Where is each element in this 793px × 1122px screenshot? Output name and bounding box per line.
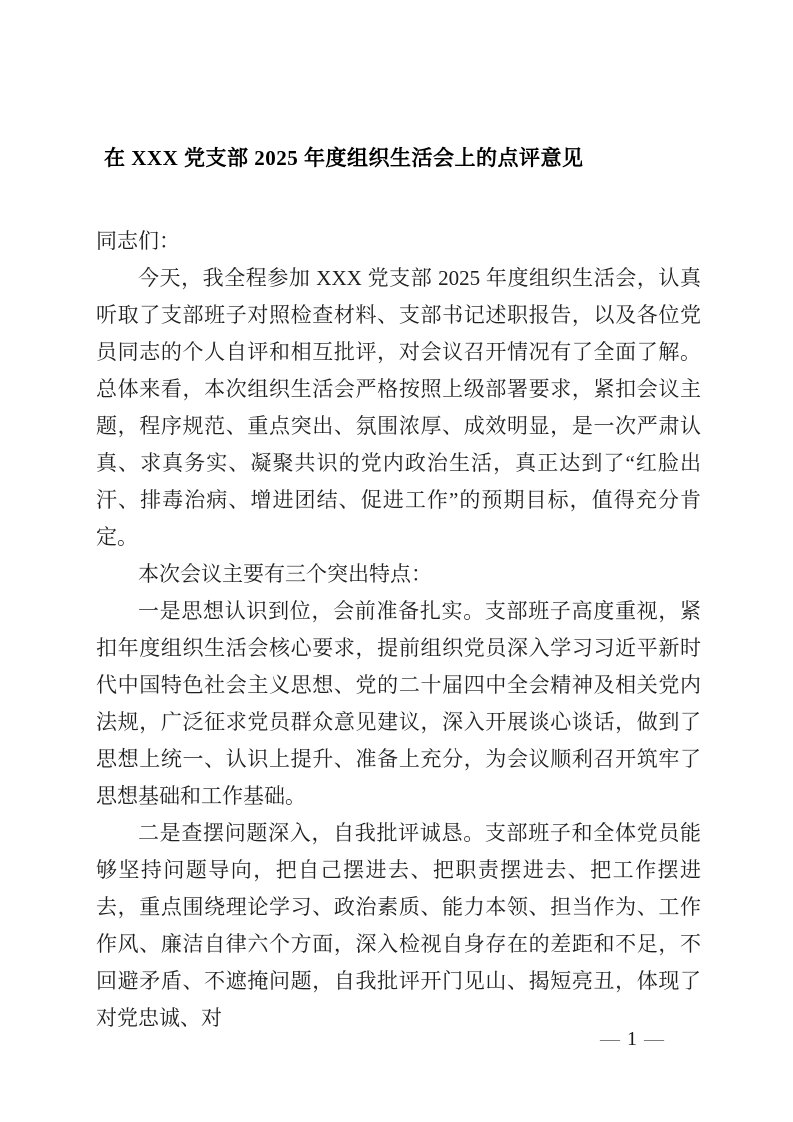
- document-body: [96, 223, 701, 1037]
- footer-dash-left: —: [600, 1028, 620, 1050]
- paragraph-overview: 今天，我全程参加 XXX 党支部 2025 年度组织生活会，认真听取了支部班子对照检查材料、支部书记述职报告，以及各位党员同志的个人自评和相互批评，对会议召开情况有了全面了解。总体来看，本次组织生活会严格按照上级部署要求，紧扣会议主题，程序规范、重点突出、氛围浓厚、成效明显，是一次严肃认真、求真务实、凝聚共识的党内政治生活，真正达到了“红脸出汗、排毒治病、增进团结、促进工作”的预期目标，值得充分肯定。: [96, 266, 701, 549]
- paragraph-lead-in: 本次会议主要有三个突出特点：: [138, 562, 432, 586]
- footer-dash-right: —: [644, 1028, 664, 1050]
- paragraph-point-two: 二是查摆问题深入，自我批评诚恳。支部班子和全体党员能够坚持问题导向，把自己摆进去、把职责摆进去、把工作摆进去，重点围绕理论学习、政治素质、能力本领、担当作为、工作作风、廉洁自律六个方面，深入检视自身存在的差距和不足，不回避矛盾、不遮掩问题，自我批评开门见山、揭短亮丑，体现了对党忠诚、对: [96, 821, 701, 1030]
- page-number: 1: [627, 1028, 637, 1050]
- paragraph-point-one: 一是思想认识到位，会前准备扎实。支部班子高度重视，紧扣年度组织生活会核心要求，提前组织党员深入学习习近平新时代中国特色社会主义思想、党的二十届四中全会精神及相关党内法规，广泛征求党员群众意见建议，深入开展谈心谈话，做到了思想上统一、认识上提升、准备上充分，为会议顺利召开筑牢了思想基础和工作基础。: [96, 599, 701, 808]
- document-title: 在 XXX 党支部 2025 年度组织生活会上的点评意见: [104, 146, 584, 170]
- page-footer: [600, 1028, 664, 1051]
- salutation: 同志们：: [96, 229, 180, 253]
